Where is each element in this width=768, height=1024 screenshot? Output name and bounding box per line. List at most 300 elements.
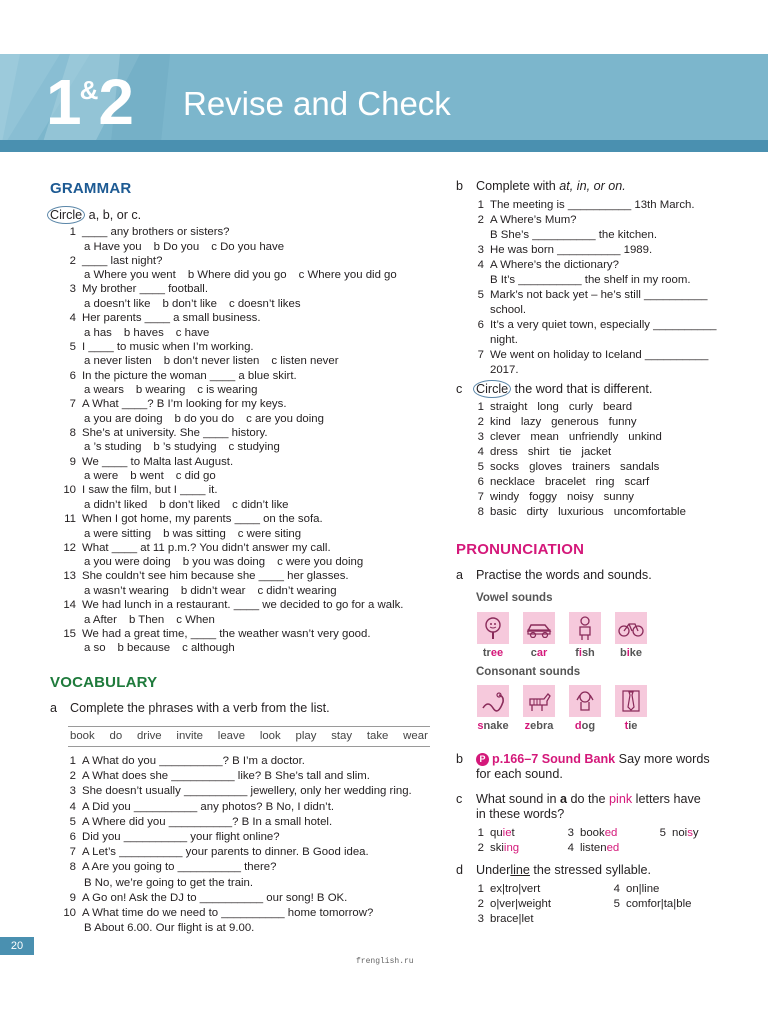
syllable-word: on|line	[626, 883, 660, 895]
d-text-2: the stressed syllable.	[529, 863, 652, 877]
item-number: 2	[69, 770, 76, 783]
item-text: Did you __________ your flight online?	[82, 831, 280, 843]
question-text: She’s at university. She ____ history.	[82, 426, 268, 439]
pronunciation-d-instruction	[456, 862, 651, 878]
vocabulary-a-text: Complete the phrases with a verb from the list.	[70, 701, 330, 715]
pronunciation-c-item	[560, 841, 619, 856]
answer-option: b don’t like	[162, 297, 217, 310]
question-text: In the picture the woman ____ a blue skirt.	[82, 369, 297, 382]
vocabulary-c-item	[470, 400, 632, 415]
footer-source: frenglish.ru	[356, 957, 414, 966]
question-text: I saw the film, but I ____ it.	[82, 484, 218, 497]
sound-word-highlight: t	[624, 720, 629, 732]
item-number: 6	[477, 476, 484, 488]
sound-word-part: b	[619, 647, 627, 659]
vocabulary-a-item	[62, 860, 276, 875]
vocabulary-a-item	[62, 754, 305, 769]
sound-word	[562, 646, 608, 660]
odd-one-out-word: bracelet	[544, 476, 586, 488]
sound-word	[608, 719, 654, 733]
sound-word-highlight: s	[477, 720, 484, 732]
answer-option: a doesn’t like	[84, 297, 151, 310]
word-part: book	[580, 827, 605, 839]
item-text: A What do you __________? B I’m a doctor.	[82, 755, 305, 767]
answer-option: a so	[84, 642, 106, 655]
word-part: noi	[672, 827, 688, 839]
answer-option: a never listen	[84, 355, 152, 368]
item-text: A What time do we need to __________ home tomorrow?	[82, 907, 374, 919]
grammar-options	[84, 527, 301, 542]
odd-one-out-word: mean	[530, 431, 559, 443]
question-number: 7	[69, 398, 76, 411]
odd-one-out-word: noisy	[567, 491, 594, 503]
answer-option: b don’t never listen	[163, 355, 260, 368]
vowel-sound-item	[608, 612, 654, 660]
odd-one-out-word: unkind	[628, 431, 662, 443]
verb-word-list	[68, 726, 430, 747]
odd-one-out-word: kind	[490, 416, 511, 428]
exercise-letter-b: b	[456, 179, 464, 193]
odd-one-out-word: ring	[595, 476, 615, 488]
sound-word-highlight: i	[578, 647, 582, 659]
tree-icon	[477, 612, 509, 644]
word-part: y	[692, 827, 699, 839]
vocabulary-c-item	[470, 490, 634, 505]
sound-word-part: ebra	[530, 720, 554, 732]
item-text: A Let’s __________ your parents to dinner. B Good idea.	[82, 846, 369, 859]
odd-one-out-word: clever	[490, 431, 521, 443]
item-text: A Did you __________ any photos? B No, I didn’t.	[82, 800, 335, 813]
pronunciation-a-instruction	[456, 567, 652, 583]
sound-word-part: sh	[581, 647, 595, 659]
answer-option: c studying	[228, 441, 280, 454]
item-number: 2	[477, 898, 484, 910]
odd-one-out-word: dirty	[526, 506, 549, 518]
odd-one-out-word: shirt	[527, 446, 550, 458]
pronunciation-c-instruction	[456, 791, 701, 807]
sound-word-part: nake	[483, 720, 509, 732]
answer-option: b because	[117, 642, 171, 655]
odd-one-out-word: straight	[490, 401, 528, 413]
vocabulary-a-item	[62, 845, 369, 860]
odd-one-out-word: generous	[551, 416, 599, 428]
vocabulary-a-item	[62, 815, 332, 830]
answer-option: c although	[182, 642, 235, 655]
question-number: 9	[69, 455, 76, 468]
item-text: It’s a very quiet town, especially __________	[490, 319, 717, 331]
grammar-options	[84, 326, 209, 341]
vowel-sounds-row	[470, 612, 654, 660]
vowel-sound-item	[470, 612, 516, 660]
item-number: 3	[567, 827, 574, 839]
grammar-options	[84, 297, 301, 312]
pronunciation-c-line2: in these words?	[476, 807, 565, 821]
item-number: 7	[69, 846, 76, 859]
sound-bank-link[interactable]: p.166–7 Sound Bank	[492, 752, 616, 766]
car-icon	[523, 612, 555, 644]
question-text: When I got home, my parents ____ on the sofa.	[82, 513, 323, 525]
question-number: 2	[69, 254, 76, 267]
grammar-options	[84, 613, 215, 628]
pronunciation-d-item	[606, 882, 659, 897]
answer-option: a has	[84, 326, 112, 339]
vocabulary-c-item	[470, 505, 686, 520]
answer-option: a Have you	[84, 240, 142, 253]
d-text-1: Under	[476, 863, 511, 877]
snake-icon	[477, 685, 509, 717]
answer-option: b went	[130, 470, 164, 483]
item-number: 4	[613, 883, 620, 895]
vocabulary-a-item	[62, 800, 334, 815]
item-number: 5	[477, 289, 484, 301]
sound-word-highlight: ar	[536, 647, 548, 659]
word-highlight: ed	[604, 827, 618, 839]
answer-option: a you were doing	[84, 556, 171, 569]
vocabulary-b-item	[470, 348, 708, 363]
sound-word-part: tr	[482, 647, 491, 659]
question-text: What ____ at 11 p.m.? You didn’t answer my call.	[82, 541, 331, 554]
question-number: 12	[63, 541, 76, 554]
pronunciation-d-item	[606, 897, 691, 912]
word-list-item: play	[295, 730, 317, 742]
vowel-sounds-label: Vowel sounds	[476, 592, 553, 604]
answer-option: c listen never	[271, 355, 339, 368]
answer-option: b do you do	[174, 412, 235, 425]
question-text: We had a great time, ____ the weather wasn’t very good.	[82, 627, 371, 640]
grammar-options	[84, 354, 338, 369]
exercise-letter-c: c	[456, 382, 463, 396]
grammar-question	[62, 369, 297, 384]
question-number: 13	[63, 570, 76, 583]
item-text: A Are you going to __________ there?	[82, 861, 277, 874]
word-list-item: invite	[176, 730, 204, 742]
syllable-word: brace|let	[490, 913, 534, 925]
grammar-question	[62, 225, 230, 240]
vocabulary-b-item	[470, 258, 619, 273]
c-text-3: letters have	[632, 792, 701, 806]
word-part: listen	[580, 842, 607, 854]
item-text: A Go on! Ask the DJ to __________ our song! B OK.	[82, 891, 348, 904]
odd-one-out-word: necklace	[490, 476, 535, 488]
odd-one-out-word: funny	[608, 416, 637, 428]
question-number: 3	[69, 283, 76, 296]
item-number: 2	[477, 214, 484, 226]
item-number: 1	[477, 827, 484, 839]
grammar-question	[62, 541, 331, 556]
vocabulary-a-item	[62, 784, 412, 799]
grammar-question	[62, 340, 254, 355]
sound-word	[608, 646, 654, 660]
sound-word-part: ke	[629, 647, 643, 659]
odd-one-out-word: long	[537, 401, 559, 413]
item-number: 6	[69, 831, 76, 843]
word-list-item: drive	[136, 730, 162, 742]
question-text: A What ____? B I’m looking for my keys.	[82, 398, 287, 411]
word-part: t	[511, 827, 515, 839]
sound-word	[470, 646, 516, 660]
answer-option: b wearing	[135, 384, 186, 396]
pronunciation-heading: PRONUNCIATION	[456, 541, 585, 558]
question-number: 14	[63, 599, 76, 612]
question-text: We ____ to Malta last August.	[82, 455, 234, 468]
vocabulary-a-item	[62, 830, 280, 845]
odd-one-out-word: gloves	[529, 461, 563, 473]
grammar-question	[62, 282, 208, 297]
bike-icon	[615, 612, 647, 644]
answer-option: a were	[84, 470, 119, 483]
item-number: 5	[477, 461, 484, 473]
vocabulary-b-item	[470, 213, 577, 228]
answer-option: b didn’t wear	[180, 584, 246, 597]
grammar-options	[84, 440, 280, 455]
pronunciation-c-item	[652, 826, 699, 841]
item-number: 2	[477, 842, 484, 854]
odd-one-out-word: lazy	[520, 416, 542, 428]
question-text: She couldn’t see him because she ____ her glasses.	[82, 570, 349, 583]
question-number: 11	[64, 513, 76, 525]
question-text: We had lunch in a restaurant. ____ we decided to go for a walk.	[82, 599, 404, 612]
consonant-sound-item	[608, 685, 654, 733]
syllable-word: comfor|ta|ble	[626, 898, 692, 910]
sound-word	[516, 646, 562, 660]
word-list-item: leave	[217, 730, 246, 742]
syllable-word: ex|tro|vert	[490, 883, 541, 895]
word-list-item: look	[259, 730, 281, 742]
grammar-instruction	[50, 206, 141, 224]
grammar-options	[84, 641, 235, 656]
grammar-options	[84, 555, 363, 570]
unit-number	[46, 66, 132, 146]
answer-option: c are you doing	[246, 412, 324, 425]
item-number: 7	[477, 349, 484, 361]
item-number: 1	[477, 199, 484, 211]
grammar-options	[84, 469, 216, 484]
sound-word-part: f	[575, 647, 579, 659]
answer-option: c didn’t wearing	[257, 584, 337, 597]
word-highlight: ed	[606, 842, 620, 854]
grammar-question	[62, 627, 371, 642]
question-text: ____ any brothers or sisters?	[82, 226, 230, 238]
exercise-letter-b: b	[456, 752, 464, 766]
answer-option: a were sitting	[84, 527, 152, 540]
item-number: 2	[477, 416, 484, 428]
vocabulary-c-item	[470, 415, 637, 430]
answer-option: c were siting	[237, 527, 302, 540]
item-number: 4	[567, 842, 574, 854]
vocabulary-a-item	[62, 769, 370, 784]
answer-option: c Where you did go	[298, 269, 397, 282]
word-list-item: take	[366, 730, 389, 742]
answer-option: c When	[176, 613, 215, 626]
item-number: 8	[69, 861, 76, 874]
grammar-question	[62, 455, 233, 470]
sound-word-part: ie	[628, 720, 638, 732]
sound-word-highlight: i	[626, 647, 630, 659]
vowel-sound-item	[516, 612, 562, 660]
vocabulary-b-item	[470, 243, 652, 258]
pronunciation-a-text: Practise the words and sounds.	[476, 568, 652, 582]
grammar-question	[62, 598, 403, 613]
grammar-options	[84, 412, 324, 427]
c-text-a: a	[560, 792, 568, 806]
odd-one-out-word: jacket	[581, 446, 612, 458]
item-number: 7	[477, 491, 484, 503]
grammar-options	[84, 498, 288, 513]
answer-option: a Where you went	[84, 269, 176, 282]
d-text-underline: line	[510, 863, 530, 877]
grammar-heading: GRAMMAR	[50, 180, 132, 197]
exercise-letter-a: a	[50, 701, 58, 715]
question-text: My brother ____ football.	[82, 283, 209, 296]
syllable-word: o|ver|weight	[490, 898, 552, 910]
page-title: Revise and Check	[183, 85, 451, 122]
item-number: 4	[477, 259, 484, 271]
odd-one-out-word: beard	[602, 401, 633, 413]
word-highlight: ing	[503, 842, 520, 854]
item-number: 5	[613, 898, 620, 910]
grammar-question	[62, 426, 268, 441]
vocabulary-b-item	[470, 318, 716, 333]
item-text: He was born __________ 1989.	[490, 244, 653, 256]
unit-ampersand: &	[79, 75, 99, 105]
item-number: 10	[63, 907, 76, 919]
odd-one-out-word: windy	[490, 491, 520, 503]
item-number: 5	[659, 827, 666, 839]
vocabulary-a-instruction	[50, 700, 330, 716]
question-number: 8	[69, 426, 76, 439]
answer-option: b ’s studying	[153, 441, 217, 454]
word-list-item: wear	[403, 730, 428, 742]
item-text: A Where’s Mum?	[490, 214, 577, 226]
tie-icon	[615, 685, 647, 717]
exercise-letter-a: a	[456, 568, 464, 582]
answer-option: b Do you	[153, 240, 200, 253]
sound-word-highlight: ee	[490, 647, 504, 659]
answer-option: c did go	[175, 470, 216, 483]
consonant-sounds-label: Consonant sounds	[476, 666, 581, 678]
answer-option: a you are doing	[84, 412, 163, 425]
grammar-options	[84, 268, 397, 283]
odd-one-out-word: unfriendly	[568, 431, 619, 443]
pronunciation-c-item	[470, 841, 519, 856]
answer-option: c is wearing	[197, 384, 258, 396]
vocabulary-a-item-line2: B No, we’re going to get the train.	[84, 876, 254, 889]
vocabulary-a-item-line2: B About 6.00. Our flight is at 9.00.	[84, 922, 255, 935]
vocabulary-b-item	[470, 288, 707, 303]
item-number: 4	[477, 446, 484, 458]
grammar-options	[84, 383, 257, 398]
vocabulary-b-item-line2: B She’s __________ the kitchen.	[490, 229, 657, 241]
item-number: 6	[477, 319, 484, 331]
grammar-options	[84, 240, 284, 255]
word-highlight: ie	[502, 827, 512, 839]
vocabulary-b-item-line2: 2017.	[490, 364, 519, 376]
item-number: 1	[69, 755, 76, 767]
c-text-pink: pink	[609, 792, 633, 806]
sound-word	[470, 719, 516, 733]
consonant-sound-item	[470, 685, 516, 733]
pronunciation-b-instruction	[456, 751, 710, 767]
item-text: The meeting is __________ 13th March.	[490, 199, 695, 211]
circle-word: Circle	[473, 380, 511, 398]
item-number: 5	[69, 815, 76, 828]
item-number: 9	[69, 891, 76, 904]
answer-option: b haves	[123, 326, 164, 339]
sound-word-highlight: d	[574, 720, 582, 732]
item-number: 4	[69, 800, 76, 813]
item-text: A Where’s the dictionary?	[490, 259, 619, 271]
answer-option: a wasn’t wearing	[84, 584, 169, 597]
word-highlight: s	[687, 827, 693, 839]
vocabulary-b-instruction	[456, 178, 626, 194]
sound-word-part: og	[581, 720, 596, 732]
answer-option: c didn’t like	[232, 498, 289, 511]
grammar-question	[62, 311, 261, 326]
grammar-options	[84, 584, 337, 599]
sound-word-highlight: z	[524, 720, 531, 732]
vocabulary-a-item	[62, 906, 373, 921]
item-text: A Where did you __________? B In a small hotel.	[82, 815, 333, 828]
pronunciation-b-text: Say more words	[615, 752, 710, 766]
grammar-question	[62, 397, 287, 412]
vocabulary-b-item-line2: school.	[490, 304, 527, 316]
question-number: 6	[69, 369, 76, 382]
vocabulary-c-item	[470, 475, 649, 490]
dog-icon	[569, 685, 601, 717]
word-list-item: stay	[331, 730, 353, 742]
vocabulary-c-instruction	[456, 380, 652, 398]
grammar-question	[62, 254, 162, 269]
consonant-sounds-row	[470, 685, 654, 733]
question-text: ____ last night?	[82, 254, 163, 267]
unit-number-first: 1	[46, 66, 80, 138]
answer-option: c have	[175, 326, 210, 339]
pronunciation-c-item	[560, 826, 617, 841]
sound-word	[516, 719, 562, 733]
exercise-letter-c: c	[456, 792, 463, 806]
odd-one-out-word: scarf	[624, 476, 650, 488]
vocabulary-a-item	[62, 891, 347, 906]
odd-one-out-word: curly	[568, 401, 593, 413]
vocabulary-b-text: Complete with	[476, 179, 560, 193]
word-part: qu	[490, 827, 503, 839]
circle-word: Circle	[47, 206, 85, 224]
item-text: Mark’s not back yet – he’s still __________	[490, 289, 708, 301]
page-number: 20	[0, 937, 34, 955]
c-text-2: do the	[567, 792, 610, 806]
item-number: 8	[477, 506, 484, 518]
question-text: I ____ to music when I’m working.	[82, 340, 254, 353]
pronunciation-c-item	[470, 826, 515, 841]
question-number: 5	[69, 340, 76, 353]
question-number: 10	[63, 484, 76, 497]
item-text: A What does she __________ like? B She’s tall and slim.	[82, 770, 370, 783]
odd-one-out-word: uncomfortable	[613, 506, 686, 518]
odd-one-out-word: sandals	[620, 461, 660, 473]
grammar-question	[62, 569, 349, 584]
item-number: 3	[477, 431, 484, 443]
answer-option: a After	[84, 613, 117, 626]
answer-option: b don’t liked	[159, 498, 221, 511]
odd-one-out-word: foggy	[529, 491, 557, 503]
answer-option: b you was doing	[182, 556, 266, 569]
answer-option: c Do you have	[211, 240, 285, 253]
vocabulary-c-item	[470, 445, 611, 460]
answer-option: a didn’t liked	[84, 498, 148, 511]
grammar-question	[62, 512, 323, 527]
item-number: 3	[69, 785, 76, 798]
item-text: She doesn’t usually __________ jewellery, only her wedding ring.	[82, 785, 412, 798]
